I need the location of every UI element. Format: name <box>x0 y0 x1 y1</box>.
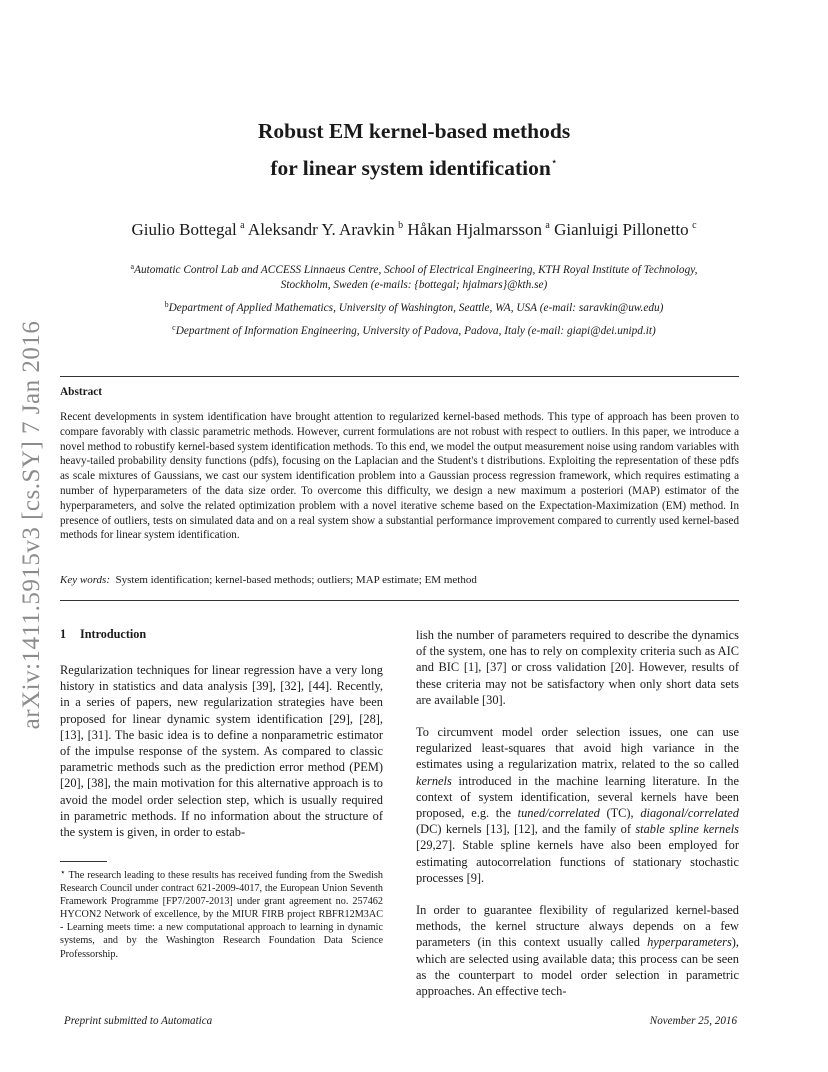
paragraph <box>416 724 739 886</box>
affiliation-mark: a <box>130 262 135 271</box>
emphasis: kernels <box>416 773 452 788</box>
paper-title <box>0 116 828 184</box>
abstract-text: Recent developments in system identification have brought attention to regularized kernel-based methods. This type of approach has been proven to compare favorably with classic parametric methods. However, current formulations are not robust with respect to outliers. In this paper, we introduce a novel method to robustify kernel-based system identification methods. To this end, we model the output measurement noise using random variables with heavy-tailed probability density functions (pdfs), focusing on the Laplacian and the Student's t distributions. Exploiting the representation of these pdfs as scale mixtures of Gaussians, we cast our system identification problem into a Gaussian process regression framework, which requires estimating a number of hyperparameters of the data size order. To overcome this difficulty, we design a new maximum a posteriori (MAP) estimator of the hyperparameters, and solve the related optimization problem with a novel iterative scheme based on the Expectation-Maximization (EM) method. In presence of outliers, tests on simulated data and on a real system show a substantial performance improvement compared to currently used kernel-based methods for linear system identification. <box>60 411 739 542</box>
affiliation-mark: c <box>172 323 176 332</box>
affiliation-line: Stockholm, Sweden (e-mails: {bottegal; hjalmars}@kth.se) <box>280 278 548 291</box>
affiliation-b <box>40 298 788 316</box>
affiliation-line: Automatic Control Lab and ACCESS Linnaeus Centre, School of Electrical Engineering, KTH Royal Institute of Technology, <box>134 264 698 276</box>
title-line-1: Robust EM kernel-based methods <box>257 119 571 143</box>
right-column <box>416 627 739 999</box>
paragraph <box>416 902 739 999</box>
text-run: introduced in the machine learning literature. In the context of system identification, several kernels have been proposed, e.g. the <box>416 773 739 821</box>
abstract-top-rule <box>60 376 739 377</box>
author-name: Giulio Bottegal <box>131 220 237 239</box>
author-affiliation-mark: a <box>240 220 245 231</box>
section-number: 1 <box>60 627 67 641</box>
abstract-heading: Abstract <box>60 386 103 398</box>
affiliation-mark: b <box>164 300 169 309</box>
title-line-2: for linear system identification <box>270 156 551 180</box>
text-run: In order to guarantee flexibility of regularized kernel-based methods, the kernel structure always depends on a few parameters (in this context usually called <box>416 903 739 950</box>
text-run: [29,27]. Stable spline kernels have also been employed for estimating autocorrelation functions of stationary stochastic processes [9]. <box>416 838 739 885</box>
footnote-mark: ⋆ <box>60 867 66 877</box>
footnote-rule <box>60 861 107 862</box>
author-name: Gianluigi Pillonetto <box>554 220 689 239</box>
author-affiliation-mark: c <box>692 220 697 231</box>
text-run: (DC) kernels [13], [12], and the family of <box>416 822 636 837</box>
keywords-label: Key words: <box>60 574 111 586</box>
emphasis: hyperparameters <box>647 935 732 950</box>
author-list <box>0 220 828 240</box>
section-heading <box>60 627 146 642</box>
author-affiliation-mark: b <box>398 220 404 231</box>
text-run: To circumvent model order selection issues, one can use regularized least-squares that avoid high variance in the estimates using a regularization matrix, related to the so called <box>416 725 739 772</box>
emphasis: diagonal/correlated <box>640 806 739 821</box>
arxiv-stamp <box>12 300 52 750</box>
text-run: (TC), <box>599 806 641 821</box>
abstract-bottom-rule <box>60 600 739 601</box>
arxiv-id: arXiv:1411.5915v3 [cs.SY] 7 Jan 2016 <box>18 320 45 730</box>
author-affiliation-mark: a <box>545 220 550 231</box>
footer-preprint-note: Preprint submitted to Automatica <box>64 1015 213 1027</box>
title-footnote-mark: ⋆ <box>550 156 558 168</box>
affiliation-c <box>40 321 788 339</box>
footnote-text: The research leading to these results has received funding from the Swedish Research Council under contract 621-2009-4017, the European Union Seventh Framework Programme [FP7/2007-2013] under grant agreement no. 257462 HYCON2 Network of excellence, by the MIUR FIRB project RBFR12M3AC - Learning meets time: a new computational approach to learning in dynamic systems, and by the Washington Research Foundation Data Science Professorship. <box>60 870 383 960</box>
author-name: Aleksandr Y. Aravkin <box>247 220 395 239</box>
paragraph: Regularization techniques for linear regression have a very long history in statistics and data analysis [39], [32], [44]. Recently, in a series of papers, new regularization strategies have been proposed for linear dynamic system identification [29], [28], [13], [31]. The basic idea is to define a nonparametric estimator of the impulse response of the system. As compared to classic parametric methods such as the prediction error method (PEM) [20], [38], the main motivation for this alternative approach is to avoid the model order selection step, which is usually required in parametric methods. If no information about the structure of the system is given, in order to estab- <box>60 663 383 840</box>
affiliation-a <box>40 260 788 292</box>
section-title: Introduction <box>80 627 147 641</box>
footnote <box>60 866 383 961</box>
keywords-text: System identification; kernel-based methods; outliers; MAP estimate; EM method <box>115 574 477 586</box>
affiliation-line: Department of Information Engineering, University of Padova, Padova, Italy (e-mail: giapi@dei.unipd.it) <box>175 325 656 337</box>
affiliation-line: Department of Applied Mathematics, University of Washington, Seattle, WA, USA (e-mail: saravkin@uw.edu) <box>168 302 664 314</box>
left-column <box>60 662 383 840</box>
text-run: ), which are selected using available data; this process can be seen as the counterpart to model order selection in parametric approaches. An effective tech- <box>416 935 739 999</box>
footer-date: November 25, 2016 <box>649 1015 737 1027</box>
keywords <box>60 574 477 586</box>
emphasis: tuned/correlated <box>517 806 600 821</box>
author-name: Håkan Hjalmarsson <box>407 220 542 239</box>
emphasis: stable spline kernels <box>635 822 740 837</box>
paragraph: lish the number of parameters required to describe the dynamics of the system, one has to rely on complexity criteria such as AIC and BIC [1], [37] or cross validation [20]. However, results of these criteria may not be satisfactory when only short data sets are available [30]. <box>416 628 739 707</box>
